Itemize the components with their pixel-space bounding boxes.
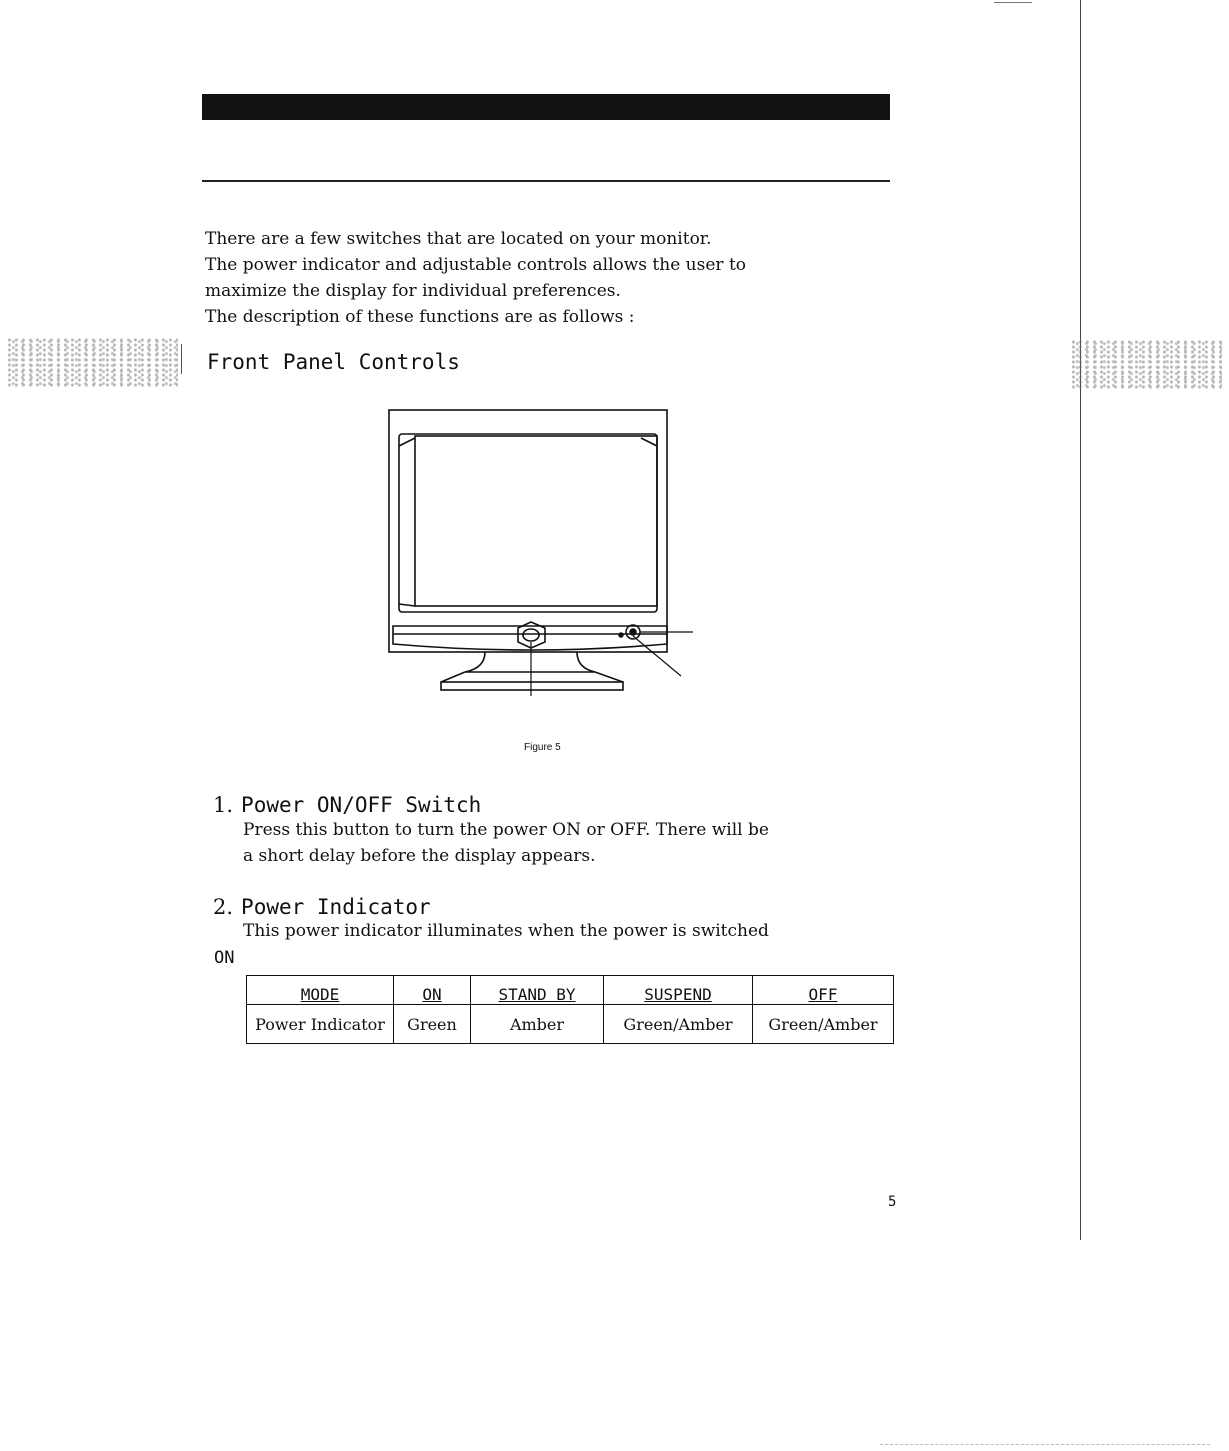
monitor-outer-frame [389, 410, 667, 652]
item-title-power-indicator [213, 895, 431, 919]
table-header-cell: STAND BY [471, 976, 604, 1005]
table-row [247, 1005, 894, 1044]
scan-noise-bar [181, 344, 182, 374]
intro-paragraph [205, 226, 885, 330]
description-line: This power indicator illuminates when the power is switched [243, 921, 769, 941]
item-description-power-switch [243, 817, 769, 869]
page-edge-line [1080, 0, 1081, 1240]
scan-mark-bottom [880, 1444, 1210, 1445]
description-line: ON [214, 948, 235, 968]
table-cell: Green/Amber [753, 1005, 894, 1044]
table-header-cell: MODE [247, 976, 394, 1005]
monitor-stand [465, 652, 595, 672]
table-cell: Green [394, 1005, 471, 1044]
item-number: 1. [213, 793, 234, 817]
item-title-power-switch [213, 793, 481, 817]
scan-noise-right [1072, 340, 1222, 390]
table-cell: Green/Amber [604, 1005, 753, 1044]
item-description-power-indicator [243, 918, 769, 944]
scan-noise-left [8, 338, 178, 388]
monitor-screen [415, 436, 657, 606]
table-header-cell: SUSPEND [604, 976, 753, 1005]
figure-caption: Figure 5 [524, 742, 561, 753]
power-indicator-icon [619, 625, 640, 639]
monitor-bezel [399, 434, 657, 612]
table-header-row [247, 976, 894, 1005]
item-number: 2. [213, 895, 234, 919]
header-bar [202, 94, 890, 120]
scan-mark-top [994, 2, 1032, 3]
description-line: a short delay before the display appears. [243, 846, 596, 866]
header-rule [202, 180, 890, 182]
table-header-cell: ON [394, 976, 471, 1005]
description-line: Press this button to turn the power ON or OFF. There will be [243, 820, 769, 840]
intro-line: The power indicator and adjustable controls allows the user to [205, 255, 747, 275]
table-cell: Power Indicator [247, 1005, 394, 1044]
power-mode-table [246, 975, 894, 1044]
intro-line: The description of these functions are as follows : [205, 307, 635, 327]
intro-line: There are a few switches that are located on your monitor. [205, 229, 712, 249]
item-title-text: Power Indicator [241, 895, 431, 919]
callout-lines [531, 632, 693, 696]
page-number: 5 [888, 1194, 897, 1210]
monitor-base [441, 682, 623, 690]
section-title: Front Panel Controls [207, 350, 460, 374]
item-title-text: Power ON/OFF Switch [241, 793, 482, 817]
intro-line: maximize the display for individual preferences. [205, 281, 621, 301]
monitor-figure [385, 406, 705, 698]
table-header-cell: OFF [753, 976, 894, 1005]
table-cell: Amber [471, 1005, 604, 1044]
